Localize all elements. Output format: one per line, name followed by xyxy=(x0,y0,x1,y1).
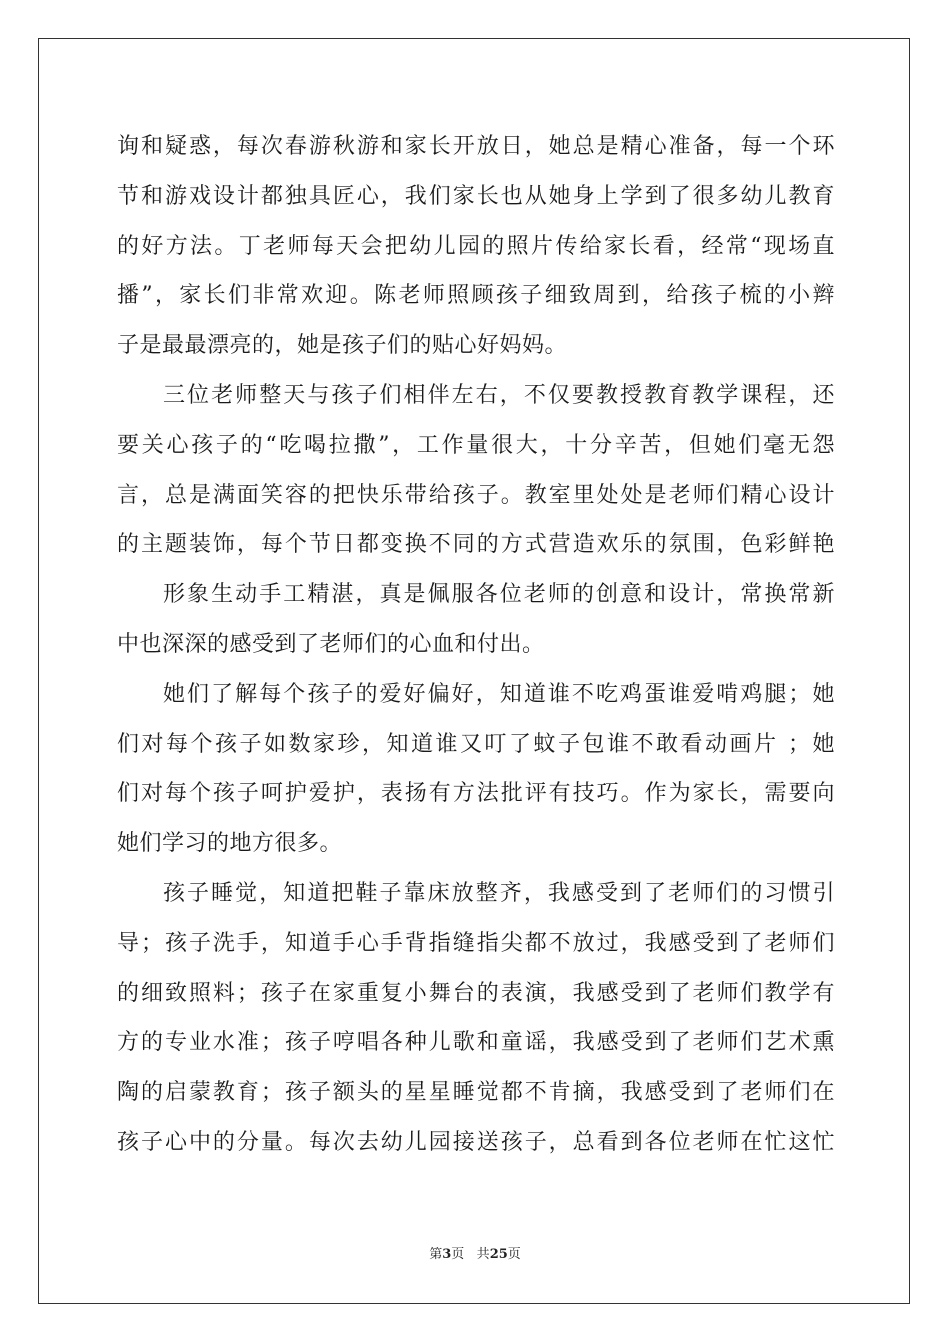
text-line: 询和疑惑，每次春游秋游和家长开放日，她总是精心准备，每一个环 xyxy=(117,134,835,159)
text-line: 孩子心中的分量。每次去幼儿园接送孩子，总看到各位老师在忙这忙 xyxy=(117,1129,835,1155)
text-line: 播”，家长们非常欢迎。陈老师照顾孩子细致周到，给孩子梳的小辫 xyxy=(117,283,835,309)
text-line: 她们了解每个孩子的爱好偏好，知道谁不吃鸡蛋谁爱啃鸡腿；她 xyxy=(163,681,835,707)
text-line: 节和游戏设计都独具匠心，我们家长也从她身上学到了很多幼儿教育 xyxy=(117,183,835,209)
text-line: 们对每个孩子如数家珍，知道谁又叮了蚊子包谁不敢看动画片 ；她 xyxy=(117,731,835,757)
text-line: 陶的启蒙教育；孩子额头的星星睡觉都不肯摘，我感受到了老师们在 xyxy=(117,1080,835,1106)
text-line: 中也深深的感受到了老师们的心血和付出。 xyxy=(117,631,545,657)
text-line: 子是最最漂亮的，她是孩子们的贴心好妈妈。 xyxy=(117,333,568,359)
text-line: 三位老师整天与孩子们相伴左右，不仅要教授教育教学课程，还 xyxy=(163,382,835,408)
page-footer xyxy=(0,1243,950,1262)
footer-page-suffix: 页 xyxy=(451,1247,465,1262)
text-line: 导；孩子洗手，知道手心手背指缝指尖都不放过，我感受到了老师们 xyxy=(117,930,835,956)
footer-page-number: 3 xyxy=(442,1247,452,1262)
text-line: 方的专业水准；孩子哼唱各种儿歌和童谣，我感受到了老师们艺术熏 xyxy=(117,1030,835,1056)
text-line: 形象生动手工精湛，真是佩服各位老师的创意和设计，常换常新 xyxy=(163,582,835,608)
text-line: 的主题装饰，每个节日都变换不同的方式营造欢乐的氛围，色彩鲜艳 xyxy=(117,532,835,558)
text-line: 要关心孩子的“吃喝拉撒”，工作量很大，十分辛苦，但她们毫无怨 xyxy=(117,432,835,458)
footer-total-suffix: 页 xyxy=(507,1247,521,1262)
text-line: 孩子睡觉，知道把鞋子靠床放整齐，我感受到了老师们的习惯引 xyxy=(163,880,835,906)
footer-page-prefix: 第 xyxy=(429,1247,443,1262)
text-line: 她们学习的地方很多。 xyxy=(117,831,343,857)
text-line: 的好方法。丁老师每天会把幼儿园的照片传给家长看，经常“现场直 xyxy=(117,233,835,259)
text-line: 们对每个孩子呵护爱护，表扬有方法批评有技巧。作为家长，需要向 xyxy=(117,781,835,807)
document-body xyxy=(117,122,835,1168)
text-line: 言，总是满面笑容的把快乐带给孩子。教室里处处是老师们精心设计 xyxy=(117,482,835,508)
text-line: 的细致照料；孩子在家重复小舞台的表演，我感受到了老师们教学有 xyxy=(117,980,835,1006)
footer-total-prefix: 共 xyxy=(476,1247,490,1262)
footer-total-pages: 25 xyxy=(489,1247,508,1262)
